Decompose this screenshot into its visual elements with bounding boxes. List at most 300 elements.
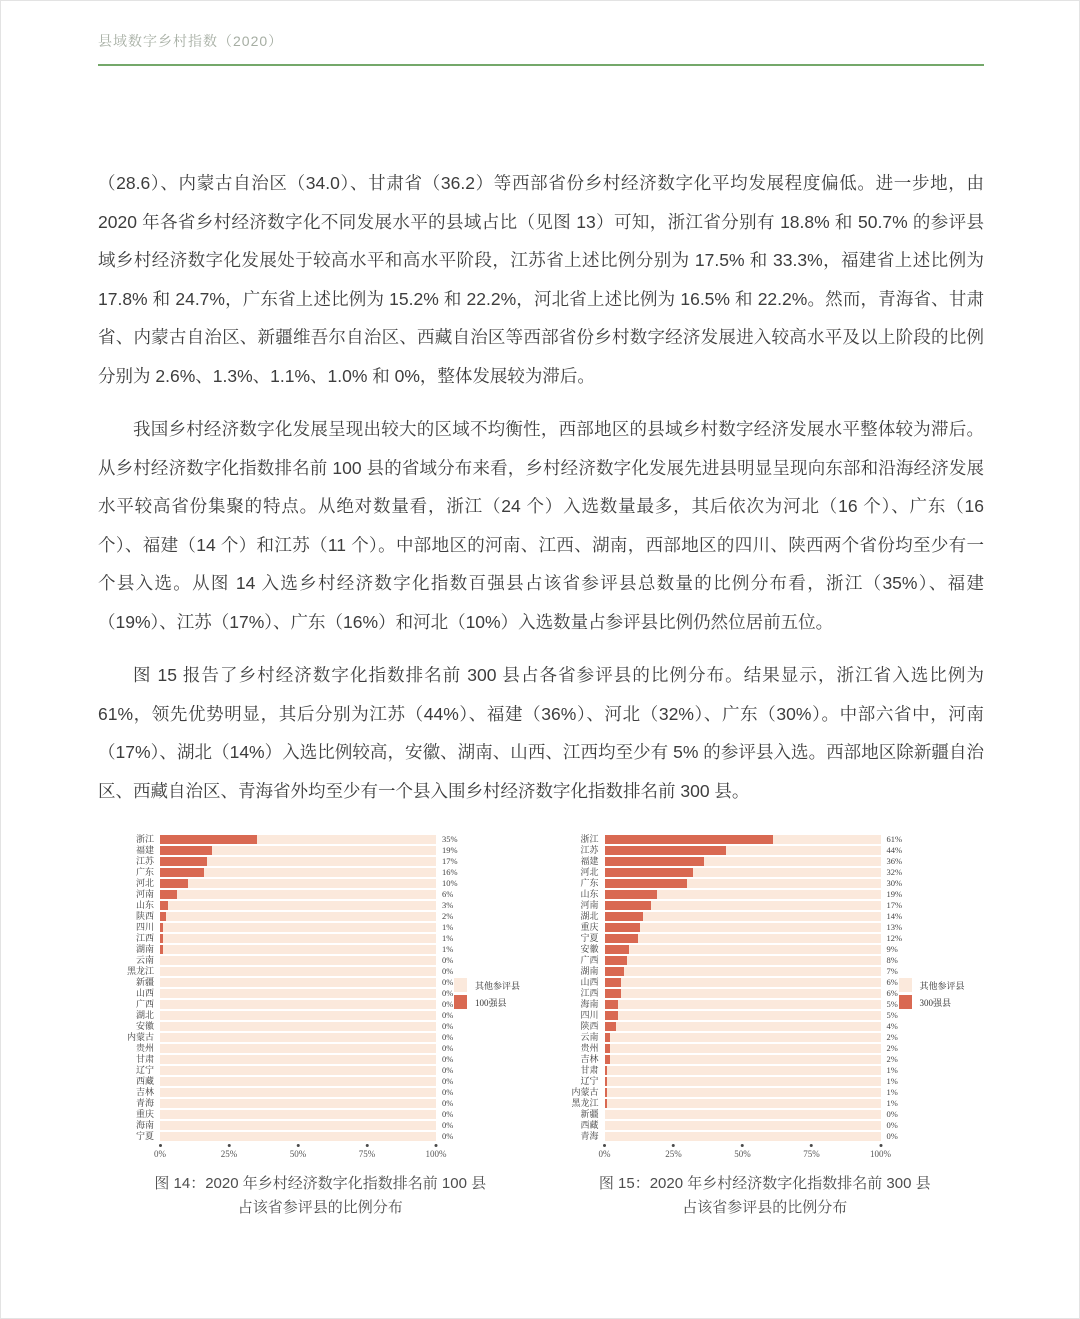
bar-row (160, 878, 436, 889)
bar-value-label: 30% (886, 878, 903, 888)
y-axis-label: 重庆 (135, 1109, 154, 1119)
bar-track-other-counties (160, 1110, 436, 1119)
bar-row (160, 999, 436, 1010)
tick-label: 25% (220, 1149, 238, 1159)
bar-top-counties (605, 912, 644, 921)
bar-top-counties (605, 967, 624, 976)
bar-track-other-counties (160, 868, 436, 877)
y-axis-label: 辽宁 (580, 1076, 599, 1086)
x-axis-tick (154, 1144, 166, 1159)
bar-row (605, 922, 881, 933)
tick-mark (297, 1144, 300, 1147)
plot-area (154, 834, 447, 1166)
y-axis-label: 贵州 (580, 1043, 599, 1053)
tick-label: 0% (598, 1149, 611, 1159)
bar-top-counties (605, 1055, 611, 1064)
bar-row (605, 988, 881, 999)
bar-row (160, 1131, 436, 1142)
bar-row (160, 867, 436, 878)
y-axis-label: 山西 (135, 988, 154, 998)
bar-top-counties (605, 1044, 611, 1053)
tick-mark (435, 1144, 438, 1147)
bar-row (160, 1109, 436, 1120)
body-paragraph: （28.6）、内蒙古自治区（34.0）、甘肃省（36.2）等西部省份乡村经济数字化平均发展程度偏低。进一步地，由 2020 年各省乡村经济数字化不同发展水平的县域占比（见图 13）可知，浙江省分别有 18.8% 和 50.7% 的参评县域乡村经济数字化发展处于较高水平和高水平阶段，江苏省上述比例分别为 17.5% 和 33.3%，福建省上述比例为 17.8% 和 24.7%，广东省上述比例为 15.2% 和 22.2%，河北省上述比例为 16.5% 和 22.2%。然而，青海省、甘肃省、内蒙古自治区、新疆维吾尔自治区、西藏自治区等西部省份乡村数字经济发展进入较高水平及以上阶段的比例分别为 2.6%、1.3%、1.1%、1.0% 和 0%，整体发展较为滞后。 (98, 173, 984, 386)
bar-track-other-counties (160, 1132, 436, 1141)
bar-track-other-counties (605, 1022, 881, 1031)
bar-value-label: 0% (886, 1120, 898, 1130)
bar-track-other-counties (605, 835, 881, 844)
bar-track-other-counties (605, 846, 881, 855)
bar-row (160, 834, 436, 845)
bar-row (605, 1098, 881, 1109)
bar-track-other-counties (160, 934, 436, 943)
bar-row (160, 1010, 436, 1021)
bar-track-other-counties (605, 1044, 881, 1053)
y-axis-label: 宁夏 (580, 933, 599, 943)
tick-label: 25% (665, 1149, 682, 1159)
bar-track-other-counties (160, 1077, 436, 1086)
y-axis-label: 福建 (580, 856, 599, 866)
bar-value-label: 0% (442, 1021, 454, 1031)
bar-track-other-counties (160, 1011, 436, 1020)
bar-value-label: 13% (886, 922, 903, 932)
bar-row (605, 1010, 881, 1021)
legend-label: 100强县 (475, 997, 507, 1008)
bar-value-label: 1% (886, 1098, 898, 1108)
bar-track-other-counties (160, 1000, 436, 1009)
y-axis-label: 陕西 (580, 1021, 599, 1031)
bar-value-label: 32% (886, 867, 903, 877)
bar-track-other-counties (160, 978, 436, 987)
bar-value-label: 17% (886, 900, 903, 910)
bar-track-other-counties (605, 1110, 881, 1119)
bar-row (605, 1043, 881, 1054)
y-axis-label: 海南 (580, 999, 599, 1009)
bar-top-counties (160, 945, 163, 954)
legend-item (454, 995, 520, 1009)
bar-row (605, 856, 881, 867)
caption-line: 占该省参评县的比例分布 (682, 1199, 848, 1216)
bar-track-other-counties (160, 1121, 436, 1130)
bar-top-counties (605, 857, 704, 866)
bar-track-other-counties (605, 901, 881, 910)
y-axis-label: 陕西 (135, 911, 154, 921)
tick-mark (810, 1144, 813, 1147)
y-axis-label: 山东 (135, 900, 154, 910)
bar-value-label: 2% (886, 1032, 898, 1042)
y-axis-label: 湖南 (580, 966, 599, 976)
bar-top-counties (605, 901, 652, 910)
bar-track-other-counties (605, 1033, 881, 1042)
y-axis-label: 吉林 (580, 1054, 599, 1064)
bar-value-label: 0% (442, 1032, 454, 1042)
bar-top-counties (605, 934, 638, 943)
bar-top-counties (160, 912, 166, 921)
bar-value-label: 0% (442, 977, 454, 987)
bar-row (160, 955, 436, 966)
bar-value-label: 0% (442, 955, 454, 965)
bar-track-other-counties (160, 857, 436, 866)
bar-row (160, 900, 436, 911)
bar-row (160, 1032, 436, 1043)
bar-row (605, 1021, 881, 1032)
bar-row (605, 889, 881, 900)
bar-row (605, 1065, 881, 1076)
bar-track-other-counties (605, 912, 881, 921)
bar-row (160, 1076, 436, 1087)
bar-value-label: 14% (886, 911, 903, 921)
bar-track-other-counties (160, 1033, 436, 1042)
bar-row (160, 944, 436, 955)
bar-value-label: 1% (442, 922, 454, 932)
bar-row (605, 999, 881, 1010)
bar-value-label: 0% (442, 999, 454, 1009)
bar-value-label: 0% (442, 1043, 454, 1053)
y-axis-label: 福建 (135, 845, 154, 855)
bar-track-other-counties (605, 1132, 881, 1141)
bar-row (160, 911, 436, 922)
bar-value-label: 0% (442, 1109, 454, 1119)
bar-row (605, 1109, 881, 1120)
tick-mark (672, 1144, 675, 1147)
bar-rows (160, 834, 436, 1142)
bar-top-counties (605, 1011, 619, 1020)
y-axis-label: 河南 (135, 889, 154, 899)
tick-mark (228, 1144, 231, 1147)
y-axis-label: 江西 (135, 933, 154, 943)
tick-label: 0% (154, 1149, 166, 1159)
y-axis-label: 海南 (135, 1120, 154, 1130)
bar-row (605, 900, 881, 911)
bar-track-other-counties (605, 934, 881, 943)
bar-top-counties (605, 978, 622, 987)
tick-label: 75% (803, 1149, 820, 1159)
bar-track-other-counties (160, 923, 436, 932)
bar-track-other-counties (160, 901, 436, 910)
bar-row (605, 966, 881, 977)
plot-area (598, 834, 891, 1166)
y-axis-label: 黑龙江 (126, 966, 154, 976)
figures-row (1, 834, 1079, 1220)
bar-top-counties (605, 1077, 608, 1086)
bar-value-label: 0% (886, 1131, 898, 1141)
y-axis-label: 广东 (135, 867, 154, 877)
x-axis (154, 1144, 447, 1166)
bar-top-counties (605, 989, 622, 998)
bar-track-other-counties (605, 1099, 881, 1108)
tick-mark (159, 1144, 162, 1147)
y-axis-label: 广东 (580, 878, 599, 888)
bar-value-label: 9% (886, 944, 898, 954)
y-axis-label: 辽宁 (135, 1065, 154, 1075)
bar-value-label: 4% (886, 1021, 898, 1031)
bar-top-counties (605, 1022, 616, 1031)
bar-top-counties (605, 945, 630, 954)
tick-label: 75% (358, 1149, 376, 1159)
bar-rows (605, 834, 881, 1142)
bar-track-other-counties (605, 923, 881, 932)
y-axis-label: 浙江 (580, 834, 599, 844)
y-axis-label: 广西 (580, 955, 599, 965)
bar-value-label: 0% (442, 1065, 454, 1075)
bar-track-other-counties (160, 1066, 436, 1075)
y-axis-label: 四川 (580, 1010, 599, 1020)
y-axis-label: 青海 (135, 1098, 154, 1108)
bar-row (160, 988, 436, 999)
bar-value-label: 6% (886, 977, 898, 987)
bar-top-counties (605, 846, 726, 855)
bar-top-counties (605, 890, 657, 899)
bar-value-label: 0% (442, 966, 454, 976)
y-axis-label: 广西 (135, 999, 154, 1009)
legend-swatch-top300-counties (899, 995, 912, 1009)
bar-track-other-counties (160, 846, 436, 855)
bar-row (160, 845, 436, 856)
bar-value-label: 0% (442, 988, 454, 998)
bar-row (605, 955, 881, 966)
y-axis-label: 宁夏 (135, 1131, 154, 1141)
bar-track-other-counties (605, 989, 881, 998)
y-axis-label: 河北 (580, 867, 599, 877)
x-axis-tick (734, 1144, 751, 1159)
bar-row (160, 966, 436, 977)
y-axis-label: 贵州 (135, 1043, 154, 1053)
bar-value-label: 35% (442, 834, 458, 844)
bar-value-label: 2% (442, 911, 454, 921)
bar-row (605, 845, 881, 856)
bar-top-counties (605, 1066, 608, 1075)
y-axis-label: 西藏 (580, 1120, 599, 1130)
bar-value-label: 12% (886, 933, 903, 943)
bar-top-counties (160, 857, 207, 866)
bar-track-other-counties (160, 890, 436, 899)
legend-item (899, 995, 965, 1009)
legend-item (899, 978, 965, 992)
bar-row (160, 977, 436, 988)
y-axis-label: 新疆 (580, 1109, 599, 1119)
bar-row (605, 867, 881, 878)
x-axis (598, 1144, 891, 1166)
bar-row (160, 1065, 436, 1076)
bar-value-label: 0% (886, 1109, 898, 1119)
bar-value-label: 0% (442, 1120, 454, 1130)
x-axis-tick (221, 1144, 238, 1159)
bar-value-label: 0% (442, 1131, 454, 1141)
y-axis-label: 山西 (580, 977, 599, 987)
bar-value-label: 0% (442, 1087, 454, 1097)
figure-14-caption (98, 1172, 543, 1220)
bar-track-other-counties (160, 912, 436, 921)
bar-track-other-counties (160, 879, 436, 888)
bar-top-counties (605, 868, 693, 877)
body-paragraph: 我国乡村经济数字化发展呈现出较大的区域不均衡性，西部地区的县域乡村数字经济发展水平整体较为滞后。从乡村经济数字化指数排名前 100 县的省域分布来看，乡村经济数字化发展先进县明显呈现向东部和沿海经济发展水平较高省份集聚的特点。从绝对数量看，浙江（24 个）入选数量最多，其后依次为河北（16 个）、广东（16 个）、福建（14 个）和江苏（11 个）。中部地区的河南、江西、湖南，西部地区的四川、陕西两个省份均至少有一个县入选。从图 14 入选乡村经济数字化指数百强县占该省参评县总数量的比例分布看，浙江（35%）、福建（19%）、江苏（17%）、广东（16%）和河北（10%）入选数量占参评县比例仍然位居前五位。 (98, 419, 984, 632)
bar-row (160, 1120, 436, 1131)
bar-value-label: 1% (442, 944, 454, 954)
x-axis-tick (870, 1144, 891, 1159)
bar-track-other-counties (605, 978, 881, 987)
bar-top-counties (605, 923, 641, 932)
y-axis-label: 四川 (135, 922, 154, 932)
bar-track-other-counties (605, 1011, 881, 1020)
tick-label: 50% (734, 1149, 751, 1159)
bar-track-other-counties (605, 868, 881, 877)
tick-label: 100% (870, 1149, 891, 1159)
x-axis-tick (290, 1144, 307, 1159)
bar-value-label: 6% (886, 988, 898, 998)
y-axis-labels (98, 834, 160, 1166)
bar-row (605, 1076, 881, 1087)
bar-top-counties (605, 956, 627, 965)
bar-value-label: 5% (886, 999, 898, 1009)
bar-top-counties (160, 846, 212, 855)
bar-row (160, 922, 436, 933)
bar-value-label: 17% (442, 856, 458, 866)
bar-track-other-counties (160, 1099, 436, 1108)
bar-track-other-counties (605, 967, 881, 976)
bar-top-counties (160, 835, 257, 844)
bar-row (605, 1087, 881, 1098)
y-axis-label: 安徽 (135, 1021, 154, 1031)
bar-top-counties (160, 901, 168, 910)
bar-top-counties (160, 890, 177, 899)
bar-row (160, 856, 436, 867)
bar-value-label: 2% (886, 1043, 898, 1053)
bar-row (605, 1054, 881, 1065)
figure-15-caption (543, 1172, 988, 1220)
x-axis-tick (665, 1144, 682, 1159)
bar-value-label: 8% (886, 955, 898, 965)
bar-track-other-counties (605, 1066, 881, 1075)
bar-track-other-counties (160, 989, 436, 998)
bar-value-label: 19% (886, 889, 903, 899)
bar-track-other-counties (605, 1000, 881, 1009)
bar-track-other-counties (605, 945, 881, 954)
bar-row (605, 933, 881, 944)
legend-item (454, 978, 520, 992)
bar-row (160, 1054, 436, 1065)
bar-value-label: 7% (886, 966, 898, 976)
bar-row (160, 1021, 436, 1032)
bar-top-counties (160, 923, 163, 932)
y-axis-label: 甘肃 (580, 1065, 599, 1075)
bar-value-label: 0% (442, 1010, 454, 1020)
bar-row (605, 834, 881, 845)
bar-track-other-counties (605, 857, 881, 866)
y-axis-label: 河北 (135, 878, 154, 888)
bar-track-other-counties (160, 1088, 436, 1097)
y-axis-label: 新疆 (135, 977, 154, 987)
bar-value-label: 2% (886, 1054, 898, 1064)
bar-top-counties (605, 1099, 608, 1108)
y-axis-label: 吉林 (135, 1087, 154, 1097)
y-axis-label: 青海 (580, 1131, 599, 1141)
bar-row (605, 878, 881, 889)
bar-value-label: 44% (886, 845, 903, 855)
bar-value-label: 0% (442, 1098, 454, 1108)
page-header (1, 1, 1079, 66)
bar-top-counties (160, 879, 188, 888)
bar-row (160, 1098, 436, 1109)
y-axis-label: 山东 (580, 889, 599, 899)
bar-row (605, 944, 881, 955)
y-axis-label: 云南 (580, 1032, 599, 1042)
y-axis-labels (543, 834, 605, 1166)
bar-track-other-counties (605, 1077, 881, 1086)
bar-value-label: 5% (886, 1010, 898, 1020)
y-axis-label: 重庆 (580, 922, 599, 932)
y-axis-label: 江西 (580, 988, 599, 998)
bar-row (160, 889, 436, 900)
y-axis-label: 浙江 (135, 834, 154, 844)
legend-label: 其他参评县 (919, 980, 965, 991)
figure-14 (98, 834, 543, 1220)
bar-top-counties (605, 1088, 608, 1097)
tick-mark (741, 1144, 744, 1147)
tick-label: 100% (425, 1149, 447, 1159)
bar-value-label: 6% (442, 889, 454, 899)
document-body (1, 66, 1079, 810)
legend-label: 其他参评县 (475, 980, 521, 991)
tick-mark (603, 1144, 606, 1147)
bar-row (605, 1131, 881, 1142)
bar-top-counties (160, 868, 204, 877)
bar-track-other-counties (160, 835, 436, 844)
bar-top-counties (605, 1000, 619, 1009)
y-axis-label: 湖南 (135, 944, 154, 954)
x-axis-tick (599, 1144, 611, 1159)
bar-value-label: 1% (886, 1065, 898, 1075)
bar-value-label: 1% (886, 1076, 898, 1086)
bar-top-counties (160, 934, 163, 943)
bar-row (605, 1120, 881, 1131)
bar-top-counties (605, 879, 688, 888)
caption-line: 图 14：2020 年乡村经济数字化指数排名前 100 县 (154, 1175, 487, 1192)
bar-track-other-counties (160, 956, 436, 965)
y-axis-label: 湖北 (580, 911, 599, 921)
y-axis-label: 安徽 (580, 944, 599, 954)
bar-track-other-counties (605, 956, 881, 965)
bar-value-label: 1% (442, 933, 454, 943)
bar-row (605, 1032, 881, 1043)
figure-15 (543, 834, 988, 1220)
legend-swatch-other-counties (899, 978, 912, 992)
bar-value-label: 19% (442, 845, 458, 855)
y-axis-label: 内蒙古 (571, 1087, 599, 1097)
bar-value-label: 36% (886, 856, 903, 866)
y-axis-label: 西藏 (135, 1076, 154, 1086)
bar-value-label: 0% (442, 1076, 454, 1086)
bar-track-other-counties (160, 1044, 436, 1053)
bar-value-label: 3% (442, 900, 454, 910)
page-header-title: 县域数字乡村指数（2020） (98, 33, 284, 49)
bar-value-label: 1% (886, 1087, 898, 1097)
bar-track-other-counties (605, 1121, 881, 1130)
bar-value-label: 61% (886, 834, 903, 844)
legend (899, 978, 965, 1012)
legend-label: 300强县 (919, 997, 952, 1008)
bar-track-other-counties (160, 945, 436, 954)
caption-line: 图 15：2020 年乡村经济数字化指数排名前 300 县 (598, 1175, 931, 1192)
y-axis-label: 江苏 (580, 845, 599, 855)
legend (454, 978, 520, 1012)
bar-track-other-counties (605, 1088, 881, 1097)
y-axis-label: 内蒙古 (126, 1032, 154, 1042)
y-axis-label: 甘肃 (135, 1054, 154, 1064)
y-axis-label: 黑龙江 (571, 1098, 599, 1108)
x-axis-tick (426, 1144, 447, 1159)
legend-swatch-top100-counties (454, 995, 467, 1009)
y-axis-label: 云南 (135, 955, 154, 965)
